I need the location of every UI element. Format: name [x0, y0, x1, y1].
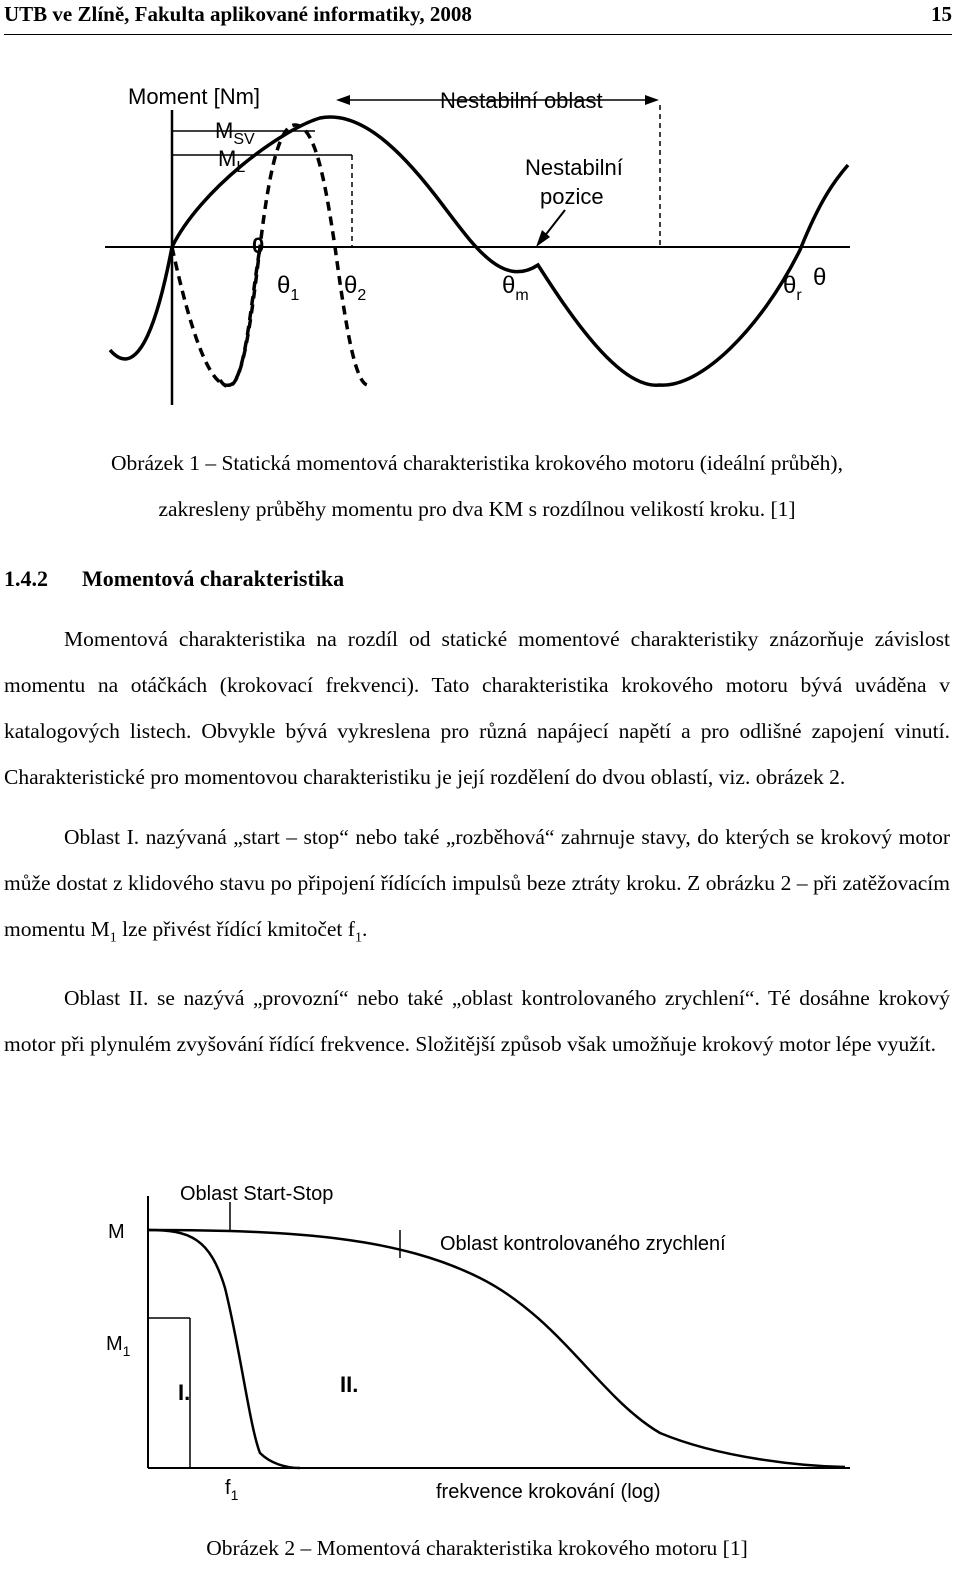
figure-2-caption: Obrázek 2 – Momentová charakteristika krokového motoru [1] [206, 1536, 748, 1560]
paragraph-3: Oblast II. se nazývá „provozní“ nebo také „oblast kontrolovaného zrychlení“. Té dosáhne krokový motor při plynulém zvyšování řídící frekvence. Složitější způsob však umožňuje krokový motor lépe využít. [4, 986, 950, 1057]
region-I-label: I. [178, 1380, 191, 1405]
body-text [4, 616, 950, 1067]
theta-axis-label: θ [813, 264, 827, 291]
controlled-curve [148, 1230, 845, 1467]
unstable-region-label: Nestabilní oblast [440, 88, 603, 113]
f1-label: $f_1$ [225, 1477, 239, 1503]
header-divider [4, 34, 952, 35]
figure-1-caption [4, 440, 950, 532]
section-number: 1.4.2 [4, 566, 48, 591]
page-number: 15 [931, 2, 952, 26]
figure-1-caption-line2: zakresleny průběhy momentu pro dva KM s rozdílnou velikostí kroku. [1] [158, 497, 796, 521]
m1-label: $M_1$ [106, 1333, 131, 1359]
figure-1-caption-line1: Obrázek 1 – Statická momentová charakteristika krokového motoru (ideální průběh), [111, 451, 843, 475]
paragraph-1: Momentová charakteristika na rozdíl od statické momentové charakteristiky znázorňuje závislost momentu na otáčkách (krokovací frekvenci). Tato charakteristika krokového motoru bývá uváděna v katalogových listech. Obvykle bývá vykreslena pro různá napájecí napětí a pro odlišné zapojení vinutí. Charakteristické pro momentovou charakteristiku je její rozdělení do dvou oblastí, viz. obrázek 2. [4, 627, 950, 789]
ml-label: $M_L$ [218, 146, 246, 176]
start-stop-region-label: Oblast Start-Stop [180, 1183, 334, 1205]
theta2-label: $\theta_2$ [344, 272, 367, 304]
section-title: Momentová charakteristika [82, 566, 345, 591]
start-stop-curve [148, 1230, 300, 1468]
figure-1-graph [100, 70, 860, 410]
page-header [4, 0, 952, 36]
region-II-label: II. [340, 1372, 359, 1397]
figure-1 [100, 70, 860, 410]
header-title: UTB ve Zlíně, Fakulta aplikované informatiky, 2008 [4, 2, 472, 26]
msv-label: $M_{SV}$ [215, 118, 255, 148]
section-heading [4, 566, 344, 592]
figure-2 [100, 1168, 860, 1508]
x-axis-label: frekvence krokování (log) [436, 1481, 661, 1503]
unstable-position-line2: pozice [540, 184, 604, 209]
origin-label: 0 [252, 233, 265, 258]
torque-curve-dashed-left [172, 247, 260, 385]
moment-label: M [108, 1221, 125, 1243]
paragraph-2: Oblast I. nazývaná „start – stop“ nebo také „rozběhová“ zahrnuje stavy, do kterých se krokový motor může dostat z klidového stavu po připojení řídících impulsů beze ztráty kroku. Z obrázku 2 – při zatěžovacím momentu $M_1$ lze přivést řídící kmitočet $f_1$. [4, 825, 950, 946]
thetam-label: $\theta_m$ [502, 272, 529, 304]
figure-2-graph [100, 1168, 860, 1508]
controlled-region-label: Oblast kontrolovaného zrychlení [440, 1233, 726, 1255]
theta1-label: $\theta_1$ [277, 272, 300, 304]
thetar-label: $\theta_r$ [783, 272, 802, 304]
y-axis-label: Moment [Nm] [128, 84, 261, 109]
unstable-position-line1: Nestabilní [525, 155, 623, 180]
